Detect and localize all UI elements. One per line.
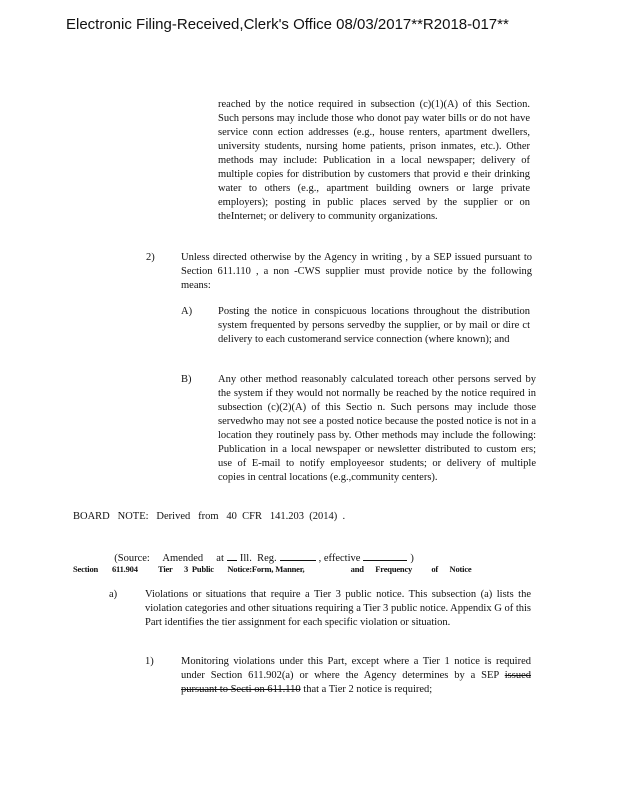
source-effective: , effective: [318, 553, 361, 564]
item-marker-A: A): [181, 306, 193, 317]
source-close: ): [410, 553, 414, 564]
item-marker-a: a): [109, 589, 118, 600]
source-prefix: (Source: Amended at: [114, 553, 224, 564]
volume-blank: [227, 550, 237, 561]
page-blank: [280, 550, 316, 561]
paragraph-c2: Unless directed otherwise by the Agency in writing , by a SEP issued pursuant to Section 611.110 , a non -CWS supplier must provide notice by the following means:: [181, 252, 532, 291]
section-title: Tier 3 Public Notice:Form, Manner, and Frequency of Notice: [158, 564, 472, 574]
source-note: [109, 536, 414, 566]
struck-text: issued pursuant to Secti on 611.110: [181, 670, 531, 695]
item-marker-1: 1): [145, 656, 154, 667]
paragraph-a1: [181, 655, 531, 697]
filing-header: Electronic Filing-Received,Clerk's Office 08/03/2017**R2018-017**: [66, 16, 509, 33]
paragraph-a: Violations or situations that require a Tier 3 public notice. This subsection (a) lists the violation categories and other situations requiring a Tier 3 public notice. Appendix G of this Part identifies the tier assignment for each specific violation or situation.: [145, 589, 531, 628]
paragraph-c1b-continuation: reached by the notice required in subsection (c)(1)(A) of this Section. Such persons may include those who donot pay water bills or do not have service conn ection addresses (e.g., house renters, apartment dwellers, university students, nursing home patients, prison inmates, etc.). Other methods may include: Publication in a local newspaper; delivery of multiple copies for distribution by customers that provid e their drinking water to others (e.g., apartment building owners or large private employers); posting in public places served by the supplier or on theInternet; or delivery to community organizations.: [218, 99, 530, 222]
section-number: 611.904: [112, 564, 138, 574]
item-marker-2: 2): [146, 252, 155, 263]
paragraph-c2B: Any other method reasonably calculated toreach other persons served by the system if they would not normally be reached by the notice required in subsection (c)(2)(A) of this Sectio n. Such persons may include those servedwho may not see a posted notice because the posted notice is not in a location they routinely pass by. Other methods may include the following: Publication in a local newspaper or newsletter distributed to custom ers; use of E-mail to notify employeesor students; or delivery of multiple copies in central locations (e.g.,community centers).: [218, 374, 536, 483]
source-reg: Ill. Reg.: [239, 553, 277, 564]
board-note: BOARD NOTE: Derived from 40 CFR 141.203 (2014) .: [73, 511, 346, 522]
paragraph-a1-text: Monitoring violations under this Part, except where a Tier 1 notice is required under Section 611.902(a) or where the Agency determines by a SEP: [181, 656, 531, 681]
paragraph-a1-end: that a Tier 2 notice is required;: [303, 684, 433, 695]
item-marker-B: B): [181, 374, 192, 385]
date-blank: [363, 550, 407, 561]
section-label: Section: [73, 564, 99, 574]
paragraph-c2A: Posting the notice in conspicuous locations throughout the distribution system frequented by persons servedby the supplier, or by mail or dire ct delivery to each customerand service connection (where known); and: [218, 306, 530, 345]
